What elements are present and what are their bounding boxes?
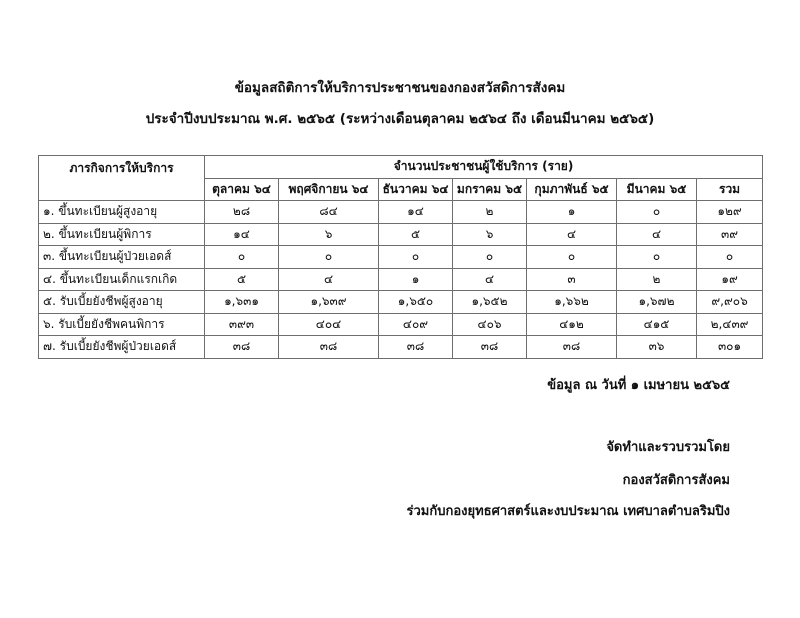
total-cell: ๐ [697,246,763,269]
table-cell: ๐ [205,246,279,269]
table-cell: ๑,๖๗๒ [617,291,697,314]
table-cell: ๑๔ [379,201,453,224]
row-label: ๒. ขึ้นทะเบียนผู้พิการ [39,223,205,246]
collaboration-note: ร่วมกับกองยุทธศาสตร์และงบประมาณ เทศบาลตำบลริมปิง [406,504,730,519]
column-header: มีนาคม ๖๕ [617,178,697,201]
statistics-table [38,155,763,359]
table-row [39,313,763,336]
table-cell: ๔ [279,268,379,291]
table-cell: ๑ [379,268,453,291]
document-subtitle: ประจำปีงบประมาณ พ.ศ. ๒๕๖๕ (ระหว่างเดือนตุลาคม ๒๕๖๔ ถึง เดือนมีนาคม ๒๕๖๕) [145,111,655,127]
table-cell: ๓๘ [453,336,527,359]
table-cell: ๑,๖๕๒ [453,291,527,314]
row-label: ๖. รับเบี้ยยังชีพคนพิการ [39,313,205,336]
table-cell: ๐ [617,246,697,269]
total-cell: ๑๙ [697,268,763,291]
column-header: ธันวาคม ๖๔ [379,178,453,201]
document-title: ข้อมูลสถิติการให้บริการประชาชนของกองสวัสดิการสังคม [234,80,566,96]
table-cell: ๒ [453,201,527,224]
table-row [39,268,763,291]
table-cell: ๖ [453,223,527,246]
table-cell: ๓๙๓ [205,313,279,336]
table-cell: ๑ [527,201,617,224]
table-cell: ๑,๖๓๑ [205,291,279,314]
row-label: ๕. รับเบี้ยยังชีพผู้สูงอายุ [39,291,205,314]
table-cell: ๐ [379,246,453,269]
table-cell: ๕ [205,268,279,291]
table-cell: ๓๘ [205,336,279,359]
prepared-by-label: จัดทำและรวบรวมโดย [606,440,730,455]
table-cell: ๒ [617,268,697,291]
table-cell: ๔ [527,223,617,246]
table-cell: ๐ [527,246,617,269]
table-cell: ๔๐๙ [379,313,453,336]
table-cell: ๖ [279,223,379,246]
total-cell: ๓๙ [697,223,763,246]
table-cell: ๔ [617,223,697,246]
column-header: ตุลาคม ๖๔ [205,178,279,201]
table-cell: ๔๑๒ [527,313,617,336]
row-label: ๑. ขึ้นทะเบียนผู้สูงอายุ [39,201,205,224]
table-cell: ๐ [453,246,527,269]
table-cell: ๕ [379,223,453,246]
table-cell: ๔๑๕ [617,313,697,336]
table-row [39,201,763,224]
table-cell: ๔ [453,268,527,291]
table-cell: ๑,๖๓๙ [279,291,379,314]
total-cell: ๑๒๙ [697,201,763,224]
total-cell: ๙,๙๐๖ [697,291,763,314]
column-header: กุมภาพันธ์ ๖๕ [527,178,617,201]
row-label: ๗. รับเบี้ยยังชีพผู้ป่วยเอดส์ [39,336,205,359]
table-row [39,291,763,314]
table-row [39,246,763,269]
table-cell: ๓๘ [527,336,617,359]
table-cell: ๓๘ [279,336,379,359]
table-row [39,336,763,359]
data-date-note: ข้อมูล ณ วันที่ ๑ เมษายน ๒๕๖๕ [547,378,730,393]
table-cell: ๐ [279,246,379,269]
row-label: ๔. ขึ้นทะเบียนเด็กแรกเกิด [39,268,205,291]
activity-column-header: ภารกิจการให้บริการ [39,156,205,201]
group-column-header: จำนวนประชาชนผู้ใช้บริการ (ราย) [205,156,763,179]
table-cell: ๓๖ [617,336,697,359]
total-cell: ๒,๔๓๙ [697,313,763,336]
table-cell: ๑,๖๕๐ [379,291,453,314]
table-cell: ๑๔ [205,223,279,246]
table-cell: ๘๔ [279,201,379,224]
table-row [39,223,763,246]
table-cell: ๐ [617,201,697,224]
table-cell: ๔๐๖ [453,313,527,336]
table-header-row [39,156,763,179]
table-cell: ๒๘ [205,201,279,224]
row-label: ๓. ขึ้นทะเบียนผู้ป่วยเอดส์ [39,246,205,269]
table-cell: ๓ [527,268,617,291]
table-cell: ๓๘ [379,336,453,359]
column-header: พฤศจิกายน ๖๔ [279,178,379,201]
department-name: กองสวัสดิการสังคม [622,473,730,488]
total-column-header: รวม [697,178,763,201]
total-cell: ๓๐๑ [697,336,763,359]
table-cell: ๔๐๔ [279,313,379,336]
table-cell: ๑,๖๖๒ [527,291,617,314]
column-header: มกราคม ๖๕ [453,178,527,201]
